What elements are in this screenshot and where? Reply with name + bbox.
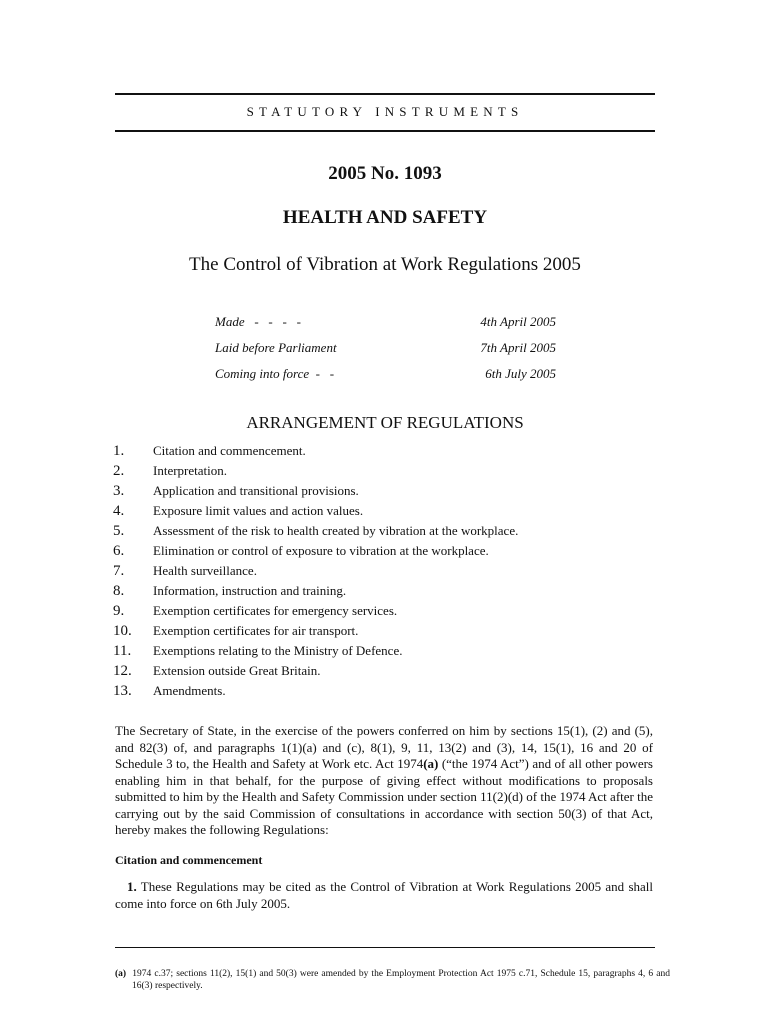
paragraph-text: These Regulations may be cited as the Control of Vibration at Work Regulations 2005 and shall come into force on 6th July 2005. xyxy=(115,879,653,911)
date-label: Made - - - - xyxy=(215,314,301,329)
series-heading: STATUTORY INSTRUMENTS xyxy=(246,104,524,119)
item-number: 6. xyxy=(113,543,125,559)
list-item xyxy=(113,581,653,601)
item-text: Interpretation. xyxy=(153,463,227,478)
item-text: Amendments. xyxy=(153,683,226,698)
date-row-laid xyxy=(215,339,556,365)
list-item xyxy=(113,561,653,581)
list-item xyxy=(113,601,653,621)
item-text: Elimination or control of exposure to vibration at the workplace. xyxy=(153,543,489,558)
date-label: Laid before Parliament xyxy=(215,340,337,355)
arrangement-list xyxy=(113,441,653,701)
item-number: 12. xyxy=(113,663,132,679)
preamble-text-end: (“the 1974 Act”) and of all other powers enabling him in that behalf, for the purpose of giving effect without modifications to proposals submitted to him by the Health and Safety Commission under section 11(2)(d) of the 1974 Act after the carrying out by the said Commission of consultations in accordance with section 50(3) of that Act, hereby makes the following Regulations: xyxy=(115,756,653,837)
item-number: 4. xyxy=(113,503,125,519)
item-text: Application and transitional provisions. xyxy=(153,483,359,498)
date-row-in-force xyxy=(215,365,556,391)
list-item xyxy=(113,481,653,501)
item-text: Exposure limit values and action values. xyxy=(153,503,364,518)
regulations-title: The Control of Vibration at Work Regulations 2005 xyxy=(189,254,581,275)
list-item xyxy=(113,461,653,481)
subject-heading: HEALTH AND SAFETY xyxy=(282,207,488,228)
list-item xyxy=(113,541,653,561)
item-number: 1. xyxy=(113,443,125,459)
dates-table xyxy=(215,313,556,391)
item-text: Information, instruction and training. xyxy=(153,583,347,598)
item-number: 10. xyxy=(113,623,132,639)
preamble-paragraph xyxy=(115,723,653,839)
date-value: 7th April 2005 xyxy=(480,340,556,355)
list-item xyxy=(113,681,653,701)
instrument-number: 2005 No. 1093 xyxy=(328,163,442,184)
preamble-text-start: The Secretary of State, in the exercise of the powers conferred on him by sections 15(1), (2) and (5), and 82(3) of, and paragraphs 1(1)(a) and (c), 8(1), 9, 11, 13(2) and (3), 14, 15(1), 16 and 20 of Schedule 3 to, the Health and Safety at Work etc. Act 1974 xyxy=(115,723,653,771)
date-value: 4th April 2005 xyxy=(480,314,556,329)
footnote-reference: (a) xyxy=(423,756,439,771)
item-text: Exemption certificates for emergency services. xyxy=(153,603,398,618)
series-rule xyxy=(115,130,655,132)
arrangement-heading: ARRANGEMENT OF REGULATIONS xyxy=(246,413,524,432)
list-item xyxy=(113,521,653,541)
regulation-1-paragraph xyxy=(115,879,653,912)
citation-heading: Citation and commencement xyxy=(115,853,263,867)
date-row-made xyxy=(215,313,556,339)
item-text: Exemptions relating to the Ministry of Defence. xyxy=(153,643,403,658)
item-text: Extension outside Great Britain. xyxy=(153,663,321,678)
item-text: Health surveillance. xyxy=(153,563,257,578)
item-number: 11. xyxy=(113,643,132,659)
item-text: Assessment of the risk to health created by vibration at the workplace. xyxy=(153,523,519,538)
list-item xyxy=(113,661,653,681)
item-number: 3. xyxy=(113,483,125,499)
item-number: 8. xyxy=(113,583,125,599)
top-rule xyxy=(115,93,655,95)
item-number: 2. xyxy=(113,463,125,479)
footnote xyxy=(115,968,673,992)
item-number: 9. xyxy=(113,603,125,619)
paragraph-number: 1. xyxy=(127,879,137,894)
footnote-text: 1974 c.37; sections 11(2), 15(1) and 50(3) were amended by the Employment Protection Act 1975 c.71, Schedule 15, paragraphs 4, 6 and 16(3) respectively. xyxy=(126,969,673,991)
list-item xyxy=(113,641,653,661)
item-number: 7. xyxy=(113,563,125,579)
item-text: Exemption certificates for air transport. xyxy=(153,623,359,638)
item-number: 13. xyxy=(113,683,132,699)
date-value: 6th July 2005 xyxy=(485,366,556,381)
list-item xyxy=(113,501,653,521)
footnote-rule xyxy=(115,947,655,948)
list-item xyxy=(113,621,653,641)
date-label: Coming into force - - xyxy=(215,366,335,381)
footnote-marker: (a) xyxy=(115,969,127,979)
item-number: 5. xyxy=(113,523,125,539)
item-text: Citation and commencement. xyxy=(153,443,306,458)
list-item xyxy=(113,441,653,461)
